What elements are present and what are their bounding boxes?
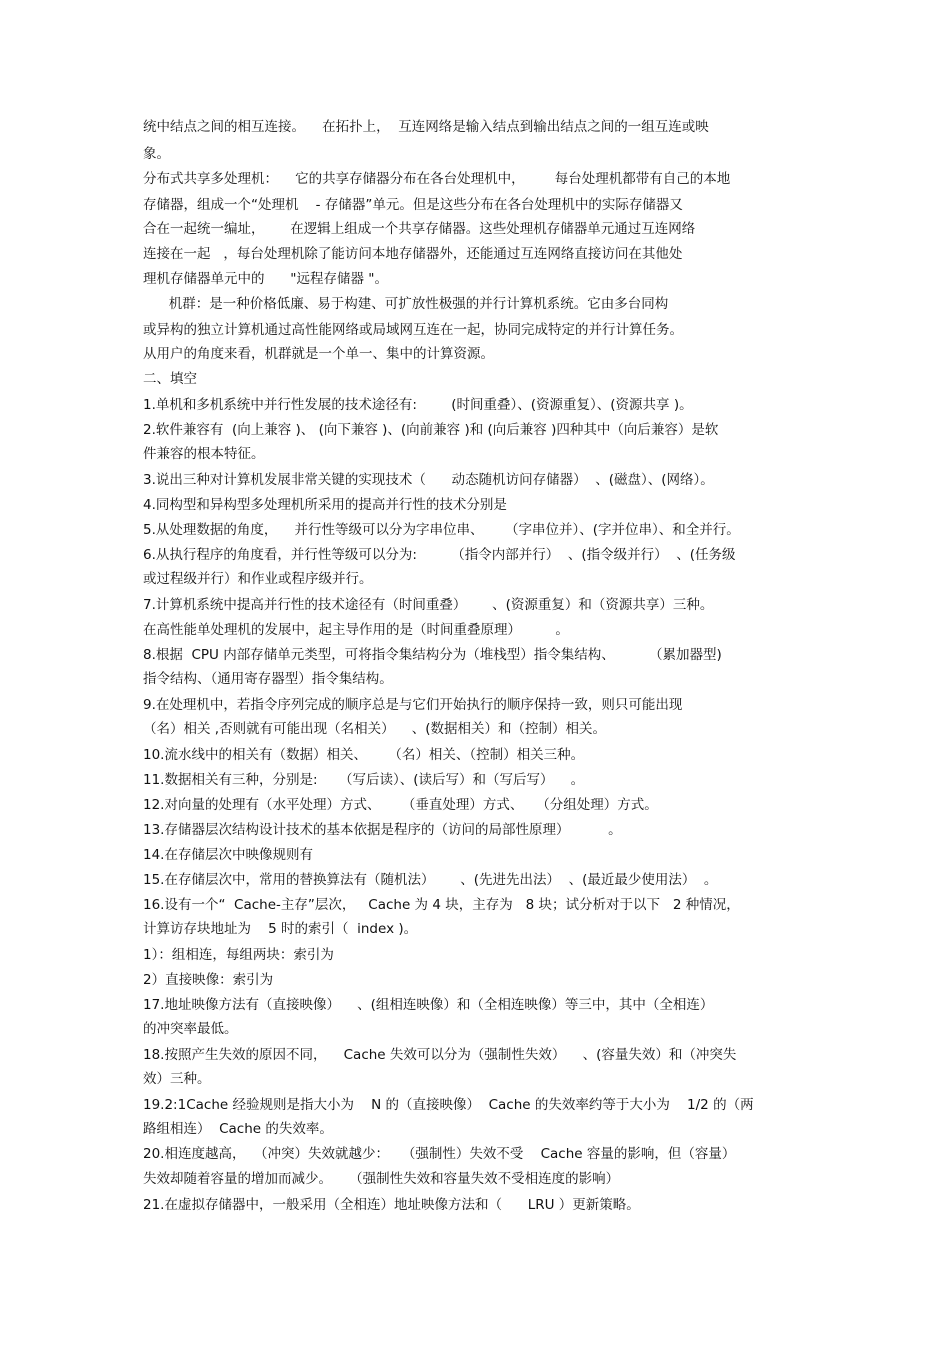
text-line: 件兼容的根本特征。	[143, 446, 265, 462]
text-line: 16.设有一个“ Cache-主存”层次， Cache 为 4 块，主存为 8 块；试分析对于以下 2 种情况，	[143, 897, 740, 913]
text-line: 21.在虚拟存储器中，一般采用（全相连）地址映像方法和（ LRU ）更新策略。	[143, 1197, 640, 1213]
text-line: 1.单机和多机系统中并行性发展的技术途径有: (时间重叠）、(资源重复）、(资源共享 )。	[143, 397, 693, 413]
text-line: 4.同构型和异构型多处理机所采用的提高并行性的技术分别是	[143, 497, 507, 513]
text-line: 9.在处理机中，若指令序列完成的顺序总是与它们开始执行的顺序保持一致，则只可能出现	[143, 697, 683, 713]
text-line: 理机存储器单元中的 "远程存储器 "。	[143, 271, 388, 287]
text-line: 11.数据相关有三种，分别是: （写后读）、(读后写）和（写后写） 。	[143, 772, 585, 788]
text-line: 机群：是一种价格低廉、易于构建、可扩放性极强的并行计算机系统。它由多台同构	[143, 296, 669, 312]
text-line: 连接在一起 ，每台处理机除了能访问本地存储器外，还能通过互连网络直接访问在其他处	[143, 246, 683, 262]
text-line: 5.从处理数据的角度， 并行性等级可以分为字串位串、 （字串位并）、(字并位串）、和全并行。	[143, 522, 740, 538]
text-line: （名）相关 ,否则就有可能出现（名相关） 、(数据相关）和（控制）相关。	[143, 721, 607, 737]
text-line: 1）：组相连，每组两块：索引为	[143, 947, 334, 963]
text-line: 10.流水线中的相关有（数据）相关、 （名）相关、（控制）相关三种。	[143, 747, 585, 763]
text-line: 效）三种。	[143, 1071, 211, 1087]
text-line: 12.对向量的处理有（水平处理）方式、 （垂直处理）方式、 （分组处理）方式。	[143, 797, 658, 813]
text-line: 8.根据 CPU 内部存储单元类型，可将指令集结构分为（堆栈型）指令集结构、 （累加器型)	[143, 647, 722, 663]
text-line: 象。	[143, 146, 170, 162]
text-line: 分布式共享多处理机： 它的共享存储器分布在各台处理机中， 每台处理机都带有自己的本地	[143, 171, 731, 187]
text-line: 7.计算机系统中提高并行性的技术途径有（时间重叠） 、(资源重复）和（资源共享）三种。	[143, 597, 714, 613]
text-line: 二、填空	[143, 371, 197, 387]
text-line: 17.地址映像方法有（直接映像） 、(组相连映像）和（全相连映像）等三中，其中（全相连）	[143, 997, 714, 1013]
text-line: 从用户的角度来看，机群就是一个单一、集中的计算资源。	[143, 346, 494, 362]
text-line: 13.存储器层次结构设计技术的基本依据是程序的（访问的局部性原理） 。	[143, 822, 622, 838]
text-line: 失效却随着容量的增加而减少。 （强制性失效和容量失效不受相连度的影响）	[143, 1171, 620, 1187]
text-line: 15.在存储层次中，常用的替换算法有（随机法） 、(先进先出法） 、(最近最少使用法） 。	[143, 872, 718, 888]
text-line: 存储器，组成一个“处理机 - 存储器”单元。但是这些分布在各台处理机中的实际存储器又	[143, 197, 683, 213]
text-line: 合在一起统一编址， 在逻辑上组成一个共享存储器。这些处理机存储器单元通过互连网络	[143, 221, 696, 237]
text-line: 统中结点之间的相互连接。 在拓扑上， 互连网络是输入结点到输出结点之间的一组互连或映	[143, 119, 709, 135]
text-line: 6.从执行程序的角度看，并行性等级可以分为: （指令内部并行） 、(指令级并行） 、(任务级	[143, 547, 736, 563]
text-line: 计算访存块地址为 5 时的索引（ index )。	[143, 921, 418, 937]
text-line: 14.在存储层次中映像规则有	[143, 847, 313, 863]
text-line: 的冲突率最低。	[143, 1021, 238, 1037]
text-line: 指令结构、（通用寄存器型）指令集结构。	[143, 671, 393, 687]
text-line: 在高性能单处理机的发展中，起主导作用的是（时间重叠原理） 。	[143, 622, 569, 638]
text-line: 路组相连） Cache 的失效率。	[143, 1121, 333, 1137]
text-line: 2）直接映像：索引为	[143, 972, 274, 988]
text-line: 或异构的独立计算机通过高性能网络或局域网互连在一起，协同完成特定的并行计算任务。	[143, 322, 683, 338]
text-line: 18.按照产生失效的原因不同， Cache 失效可以分为（强制性失效） 、(容量失效）和（冲突失	[143, 1047, 737, 1063]
text-line: 20.相连度越高， （冲突）失效就越少： （强制性）失效不受 Cache 容量的影响，但（容量）	[143, 1146, 736, 1162]
text-line: 3.说出三种对计算机发展非常关键的实现技术（ 动态随机访问存储器） 、(磁盘）、(网络）。	[143, 472, 714, 488]
text-line: 2.软件兼容有 (向上兼容 )、 (向下兼容 )、(向前兼容 )和 (向后兼容 )四种其中（向后兼容）是软	[143, 422, 719, 438]
text-line: 19.2:1Cache 经验规则是指大小为 N 的（直接映像） Cache 的失效率约等于大小为 1/2 的（两	[143, 1097, 754, 1113]
text-line: 或过程级并行）和作业或程序级并行。	[143, 571, 373, 587]
